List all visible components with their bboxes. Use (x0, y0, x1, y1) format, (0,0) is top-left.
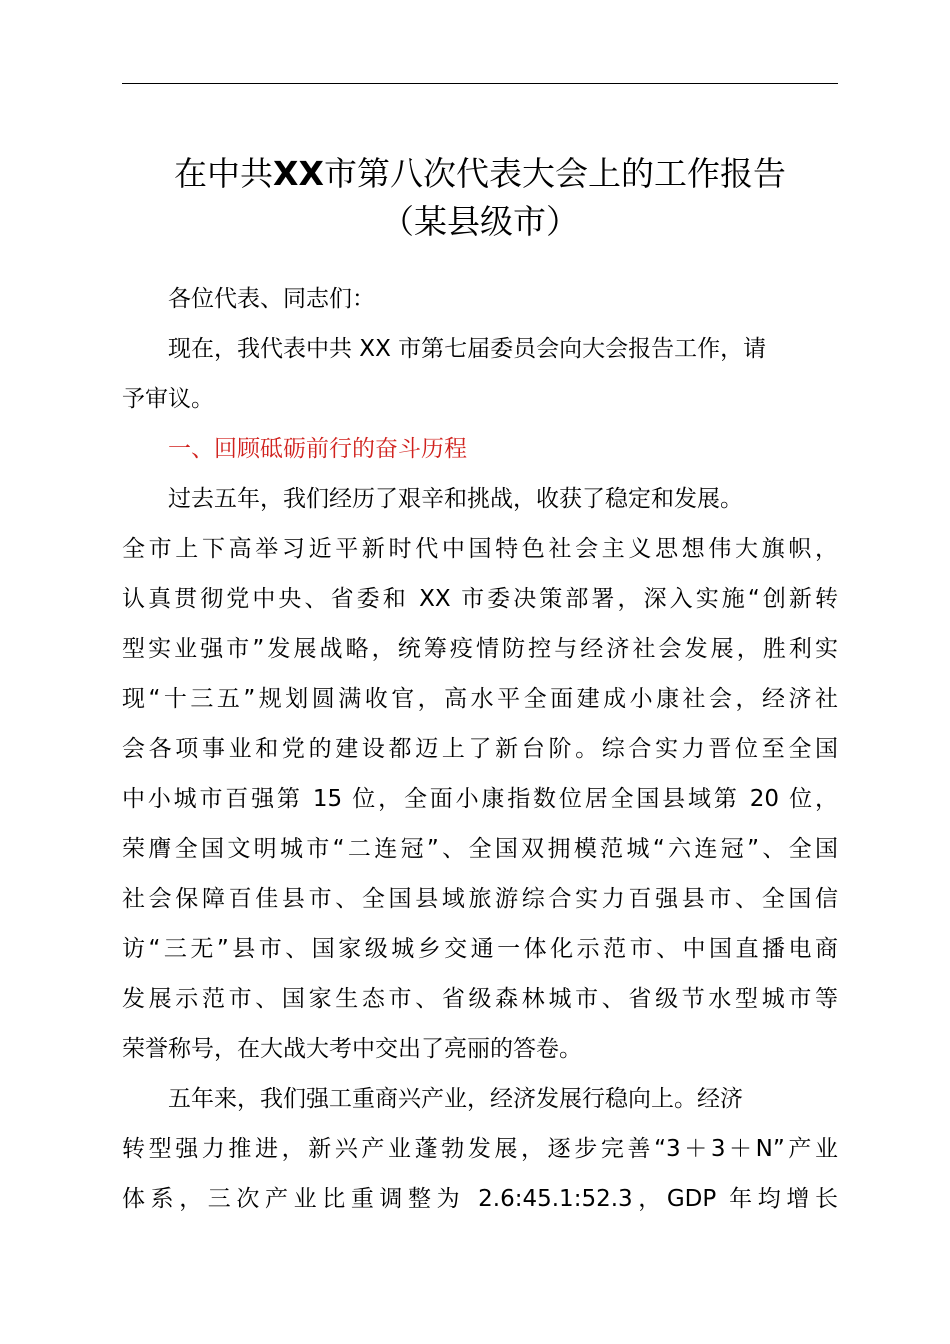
paragraph-line: 现“十三五”规划圆满收官，高水平全面建成小康社会，经济社 (122, 686, 838, 712)
paragraph-line: 荣誉称号，在大战大考中交出了亮丽的答卷。 (122, 1036, 582, 1062)
paragraph-line: 过去五年，我们经历了艰辛和挑战，收获了稳定和发展。 (168, 486, 743, 512)
paragraph-line: 全市上下高举习近平新时代中国特色社会主义思想伟大旗帜， (122, 536, 838, 562)
salutation: 各位代表、同志们： (168, 286, 375, 312)
paragraph-line: 转型强力推进，新兴产业蓬勃发展，逐步完善“3＋3＋N”产业 (122, 1136, 838, 1162)
paragraph-line: 荣膺全国文明城市“二连冠”、全国双拥模范城“六连冠”、全国 (122, 836, 838, 862)
paragraph-line: 认真贯彻党中央、省委和 XX 市委决策部署，深入实施“创新转 (122, 586, 838, 612)
paragraph-line: 访“三无”县市、国家级城乡交通一体化示范市、中国直播电商 (122, 936, 838, 962)
paragraph-line: 五年来，我们强工重商兴产业，经济发展行稳向上。经济 (168, 1086, 743, 1112)
paragraph-line: 型实业强市”发展战略，统筹疫情防控与经济社会发展，胜利实 (122, 636, 838, 662)
paragraph-line: 体系，三次产业比重调整为 2.6:45.1:52.3，GDP 年均增长 (122, 1186, 838, 1212)
paragraph-line: 发展示范市、国家生态市、省级森林城市、省级节水型城市等 (122, 986, 838, 1012)
header-rule (122, 83, 838, 84)
paragraph-line: 中小城市百强第 15 位，全面小康指数位居全国县域第 20 位， (122, 786, 838, 812)
title-bold-xx: XX (273, 154, 324, 193)
intro-line: 予审议。 (122, 386, 214, 412)
document-subtitle: （某县级市） (381, 202, 579, 241)
intro-line: 现在，我代表中共 XX 市第七届委员会向大会报告工作，请 (168, 336, 767, 362)
document-title: 在中共XX市第八次代表大会上的工作报告 (174, 154, 786, 193)
paragraph-line: 会各项事业和党的建设都迈上了新台阶。综合实力晋位至全国 (122, 736, 838, 762)
paragraph-line: 社会保障百佳县市、全国县域旅游综合实力百强县市、全国信 (122, 886, 838, 912)
section-heading: 一、回顾砥砺前行的奋斗历程 (168, 436, 467, 462)
document-body (122, 274, 838, 1224)
